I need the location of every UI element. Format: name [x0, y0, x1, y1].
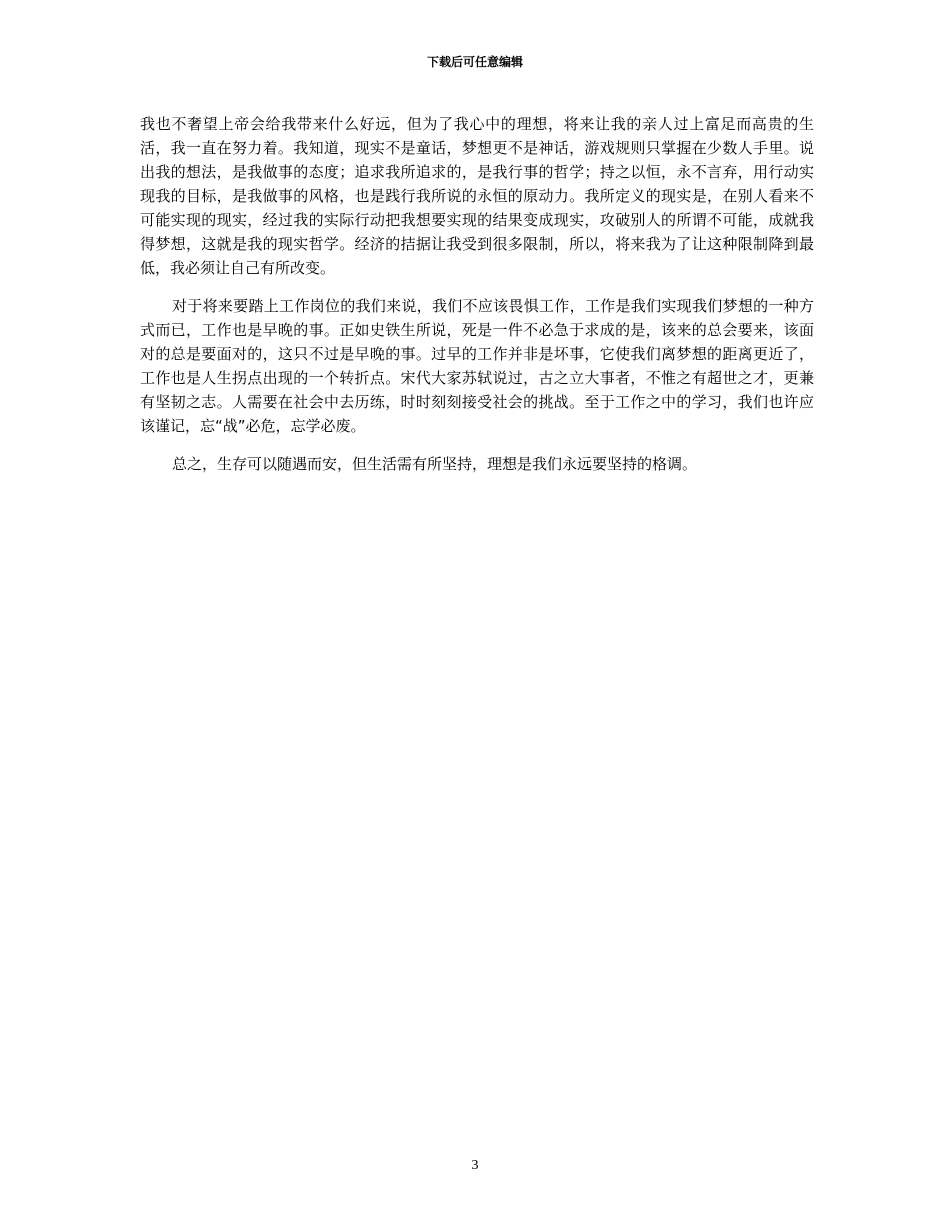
- paragraph-1: 我也不奢望上帝会给我带来什么好远，但为了我心中的理想，将来让我的亲人过上富足而高贵的生活，我一直在努力着。我知道，现实不是童话，梦想更不是神话，游戏规则只掌握在少数人手里。说出我的想法，是我做事的态度；追求我所追求的，是我行事的哲学；持之以恒，永不言弃，用行动实现我的目标，是我做事的风格，也是践行我所说的永恒的原动力。我所定义的现实是，在别人看来不可能实现的现实，经过我的实际行动把我想要实现的结果变成现实，攻破别人的所谓不可能，成就我得梦想，这就是我的现实哲学。经济的拮据让我受到很多限制，所以，将来我为了让这种限制降到最低，我必须让自己有所改变。: [140, 115, 814, 277]
- paragraph-2: 对于将来要踏上工作岗位的我们来说，我们不应该畏惧工作，工作是我们实现我们梦想的一种方式而已，工作也是早晚的事。正如史铁生所说，死是一件不必急于求成的是，该来的总会要来，该面对的总是要面对的，这只不过是早晚的事。过早的工作并非是坏事，它使我们离梦想的距离更近了，工作也是人生拐点出现的一个转折点。宋代大家苏轼说过，古之立大事者，不惟之有超世之才，更兼有坚韧之志。人需要在社会中去历练，时时刻刻接受社会的挑战。至于工作之中的学习，我们也许应该谨记，忘“战”必危，忘学必废。: [140, 297, 814, 435]
- document-body: [140, 112, 814, 490]
- page-number: 3: [471, 1158, 479, 1173]
- paragraph-3: 总之，生存可以随遇而安，但生活需有所坚持，理想是我们永远要坚持的格调。: [172, 455, 698, 473]
- page-header: 下载后可任意编辑: [426, 55, 523, 69]
